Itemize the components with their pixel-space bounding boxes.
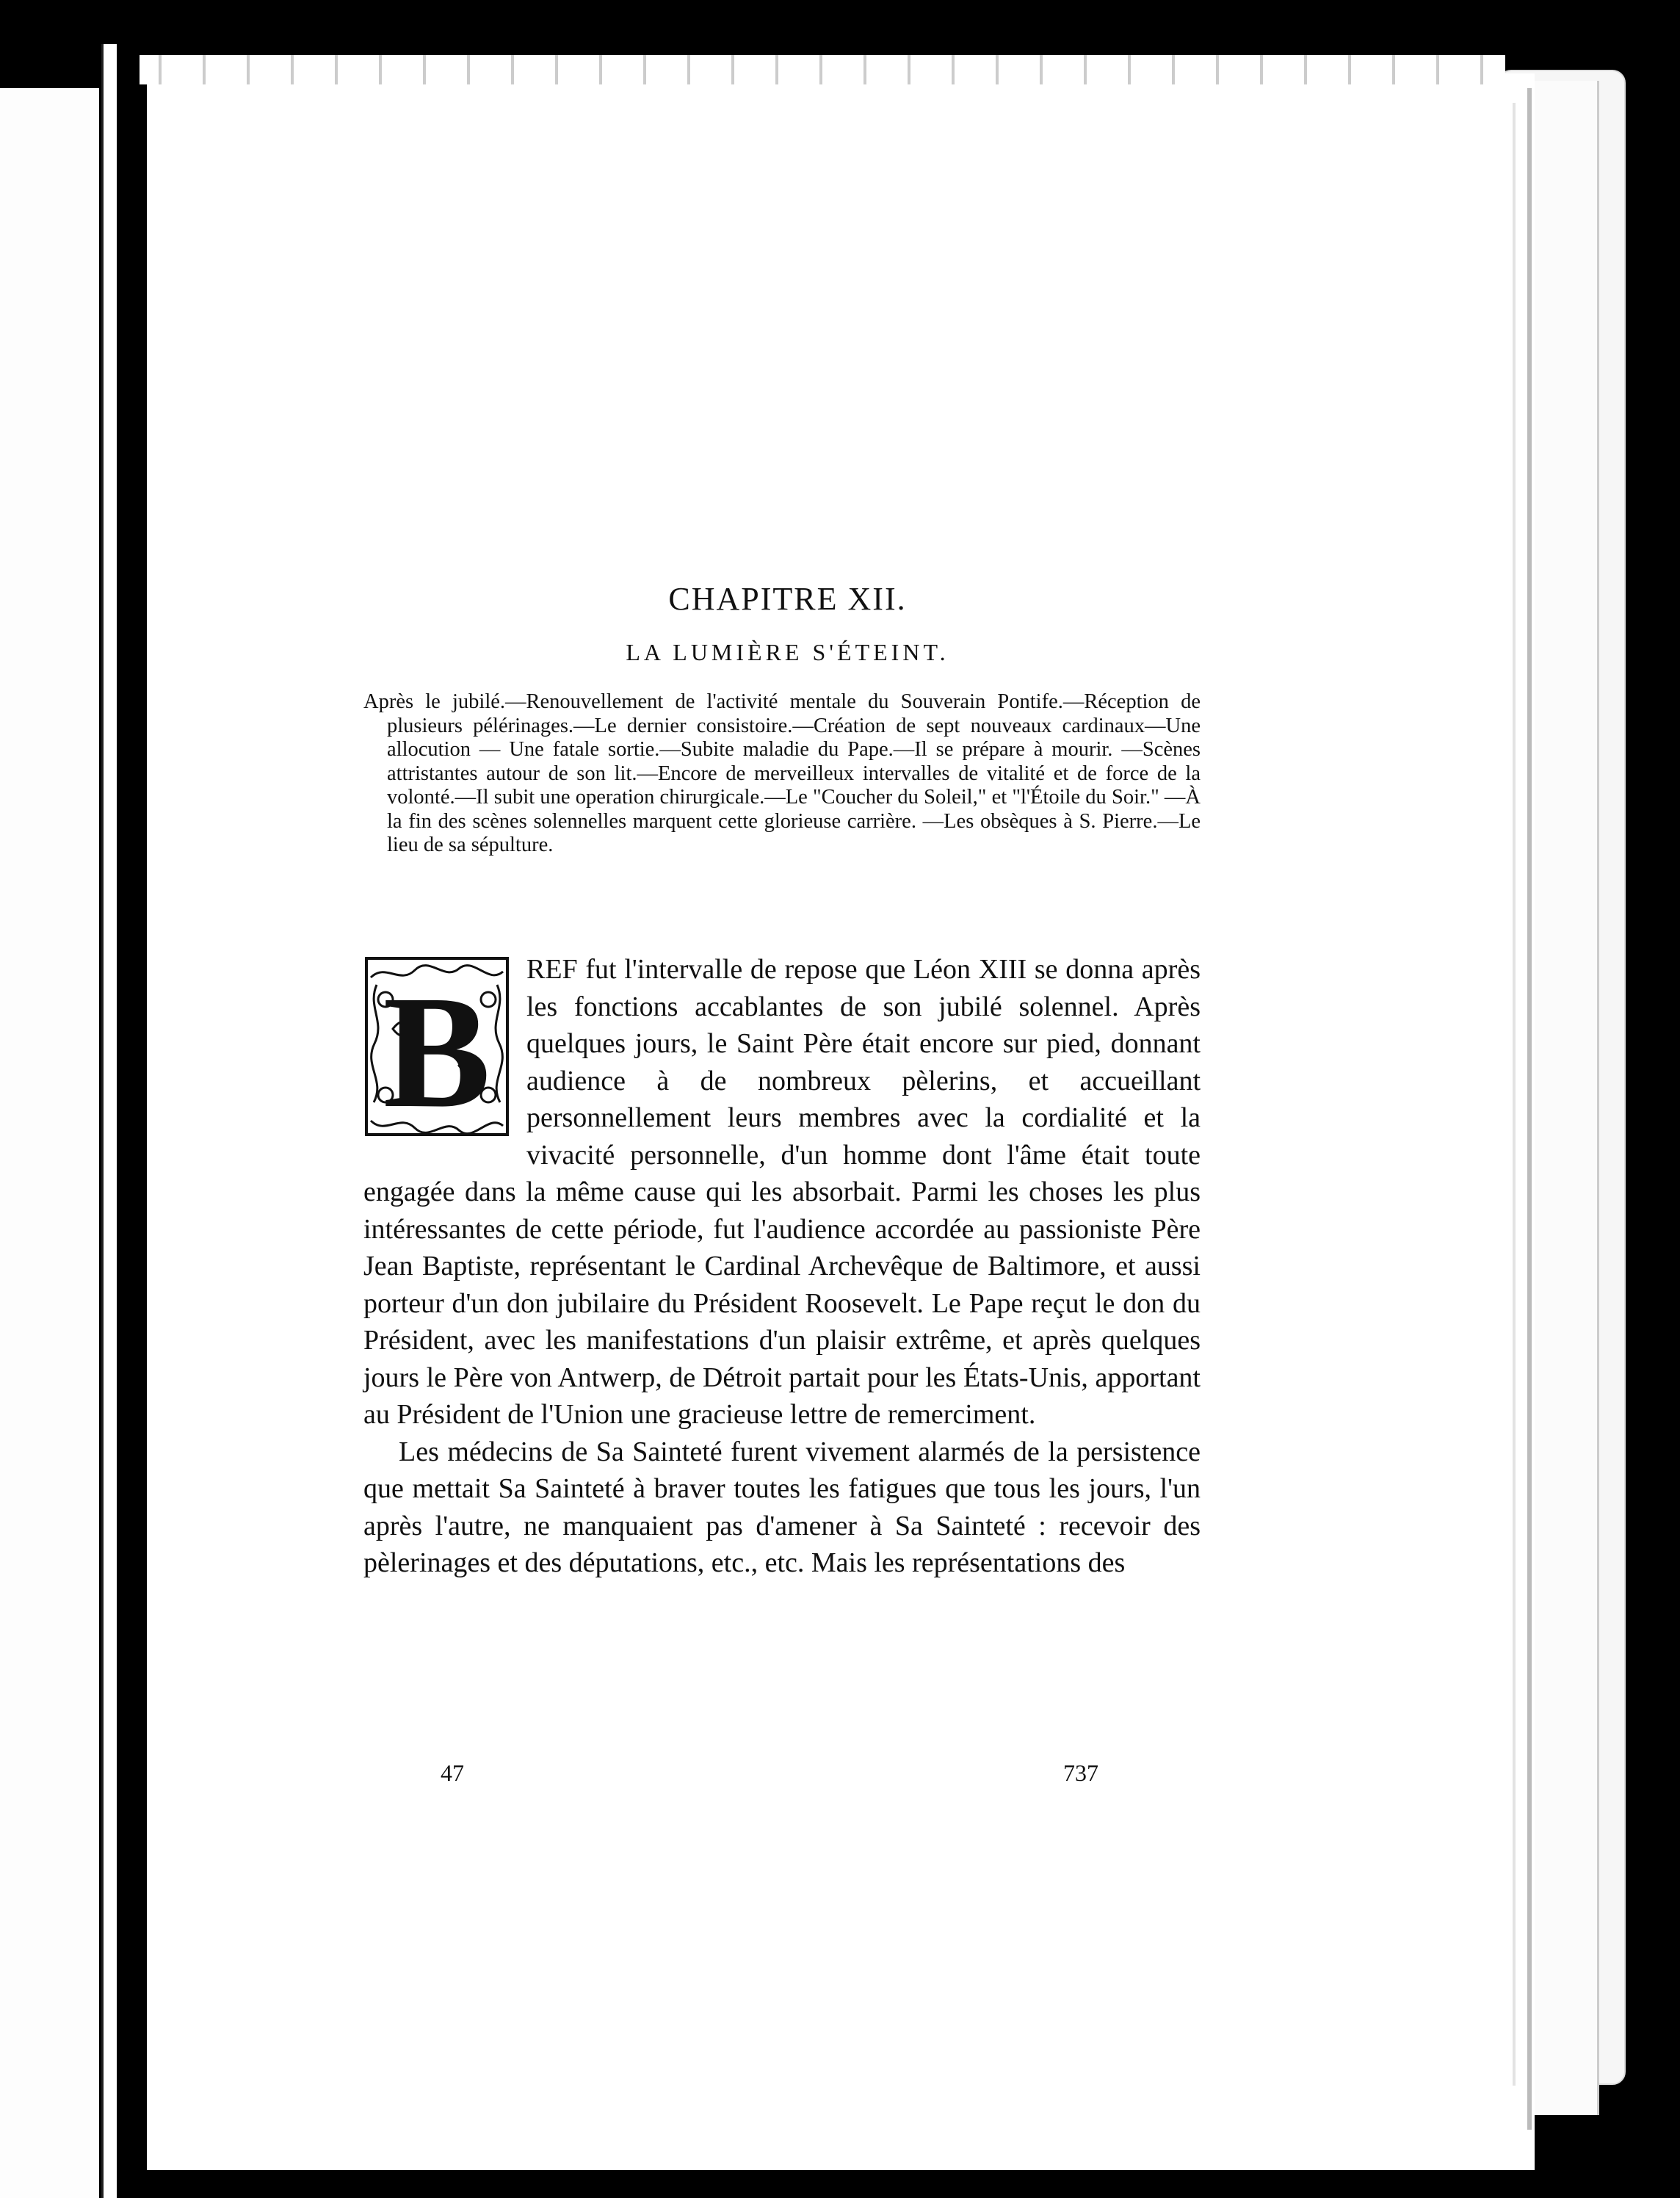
binding-strip [140,55,1505,84]
chapter-title: CHAPITRE XII. [668,581,907,617]
signature-mark: 47 [441,1760,464,1786]
body-text [363,951,1201,1582]
page-shadow [1527,88,1532,2130]
chapter-summary [363,690,1201,858]
page-fold-line [1513,103,1516,2086]
paragraph-2: Les médecins de Sa Sainteté furent vivement alarmés de la persistence que mettait Sa Sainteté à braver toutes les fatigues que tous les jours, l'un après l'autre, ne manquaient pas d'amener à Sa Sainteté : recevoir des pèlerinages et des députations, etc., etc. Mais les représentations des [363,1436,1201,1578]
page-number: 737 [1063,1760,1098,1786]
dropcap-ornament-icon [363,955,510,1138]
chapter-subtitle: LA LUMIÈRE S'ÉTEINT. [626,639,949,665]
facing-page-edge [0,88,99,2198]
book-gutter [101,44,117,2198]
chapter-summary-text: Après le jubilé.—Renouvellement de l'activité mentale du Souverain Pontife.—Réception de plusieurs pélérinages.—Le dernier consistoire.—Création de sept nouveaux cardinaux—Une allocution — Une fatale sortie.—Subite maladie du Pape.—Il se prépare à mourir. —Scènes attristantes autour de son lit.—Encore de merveilleux intervalles de vitalité et de force de la volonté.—Il subit une operation chirurgicale.—Le "Coucher du Soleil," et "l'Étoile du Soir." —À la fin des scènes solennelles marquent cette glorieuse carrière. —Les obsèques à S. Pierre.—Le lieu de sa sépulture. [363,690,1201,856]
paragraph-1: REF fut l'intervalle de repose que Léon XIII se donna après les fonctions accablantes de son jubilé solennel. Après quelques jours, le Saint Père était encore sur pied, donnant audience à de nombreux pèlerins, et accueillant personnellement leurs membres avec la cordialité et la vivacité personnelle, d'un homme dont l'âme était toute engagée dans la même cause qui les absorbait. Parmi les choses les plus intéressantes de cette période, fut l'audience accordée au passioniste Père Jean Baptiste, représentant le Cardinal Archevêque de Baltimore, et aussi porteur d'un don jubilaire du Président Roosevelt. Le Pape reçut le don du Président, avec les manifestations d'un plaisir extrême, et après quelques jours le Père von Antwerp, de Détroit partait pour les États-Unis, apportant au Président de l'Union une gracieuse lettre de remerciment. [363,954,1201,1430]
dropcap-letter: B [383,962,491,1138]
ornamental-dropcap [363,955,510,1138]
